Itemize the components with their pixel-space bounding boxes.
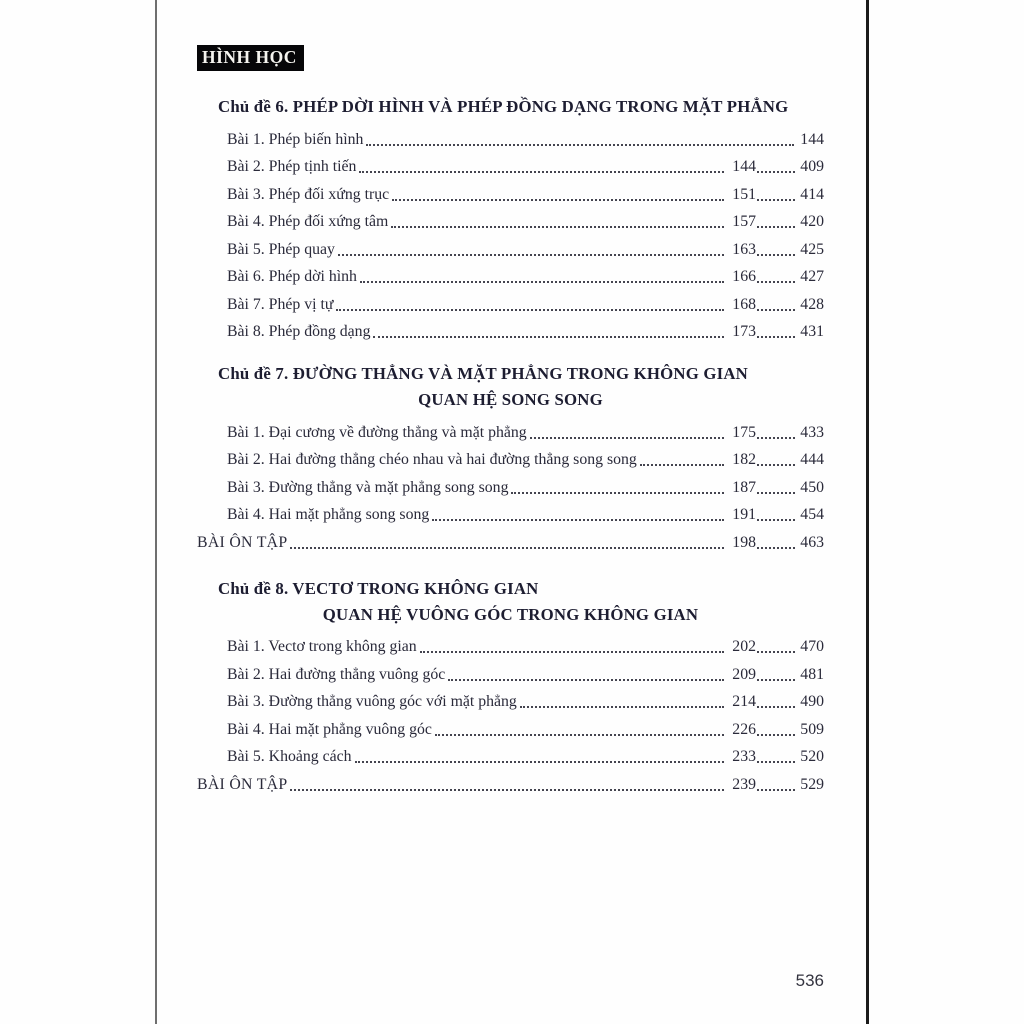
toc-entry bbox=[197, 472, 824, 500]
toc-entry-page: 144 bbox=[732, 158, 756, 175]
toc-entry bbox=[197, 687, 824, 715]
toc-entry-page2: 529 bbox=[800, 775, 824, 793]
toc-entry-label: Bài 8. Phép đồng dạng bbox=[227, 323, 371, 340]
toc-entry-page: 168 bbox=[732, 295, 756, 313]
dotted-leader bbox=[530, 437, 724, 439]
toc-entry bbox=[197, 317, 824, 345]
toc-entry-label: Bài 4. Phép đối xứng tâm bbox=[227, 213, 389, 230]
toc-entry bbox=[197, 124, 824, 152]
toc-entry-page2: 425 bbox=[800, 240, 824, 258]
toc-entry-page2: 427 bbox=[800, 268, 824, 285]
toc-entry-label: Bài 1. Phép biến hình bbox=[227, 130, 364, 148]
toc-entry-label: BÀI ÔN TẬP bbox=[197, 775, 288, 793]
dotted-leader-short bbox=[757, 492, 795, 494]
toc-entry-label: Bài 4. Hai mặt phẳng vuông góc bbox=[227, 720, 432, 738]
toc-entry-page2: 470 bbox=[800, 638, 824, 655]
toc-entry-page: 226 bbox=[732, 720, 756, 738]
toc-entry bbox=[197, 714, 824, 742]
dotted-leader bbox=[338, 254, 724, 256]
toc-entry-page: 144 bbox=[800, 130, 824, 148]
toc-entry-page: 182 bbox=[732, 451, 756, 468]
toc-entry bbox=[197, 289, 824, 317]
toc-entry-page: 151 bbox=[732, 185, 756, 203]
dotted-leader bbox=[336, 309, 724, 311]
toc-entry-page2: 433 bbox=[800, 423, 824, 441]
section-title-chu-de-8: Chủ đề 8. VECTƠ TRONG KHÔNG GIAN bbox=[218, 578, 539, 598]
toc-entry-page: 166 bbox=[732, 268, 756, 285]
dotted-leader-short bbox=[757, 226, 795, 228]
toc-entry-page: 233 bbox=[732, 748, 756, 765]
dotted-leader-short bbox=[757, 679, 795, 681]
dotted-leader bbox=[355, 761, 724, 763]
toc-entry bbox=[197, 207, 824, 235]
section-subtitle-chu-de-7: QUAN HỆ SONG SONG bbox=[418, 390, 603, 409]
toc-entry-page2: 450 bbox=[800, 478, 824, 496]
toc-entry bbox=[197, 500, 824, 528]
section-subtitle-chu-de-8: QUAN HỆ VUÔNG GÓC TRONG KHÔNG GIAN bbox=[322, 604, 699, 624]
dotted-leader bbox=[392, 199, 724, 201]
toc-entry-page2: 431 bbox=[800, 323, 824, 340]
toc-entry-page: 214 bbox=[732, 693, 756, 710]
toc-review-entry bbox=[197, 769, 824, 797]
toc-entry-label: Bài 3. Đường thẳng vuông góc với mặt phẳng bbox=[227, 693, 517, 710]
dotted-leader bbox=[373, 336, 724, 338]
toc-entry-page: 187 bbox=[732, 478, 756, 496]
toc-entry-page2: 509 bbox=[800, 720, 824, 738]
section-entries-chu-de-6 bbox=[197, 124, 824, 344]
scan-border-right bbox=[866, 0, 869, 1024]
toc-entry-page: 239 bbox=[732, 775, 756, 793]
toc-entry bbox=[197, 659, 824, 687]
toc-entry-label: BÀI ÔN TẬP bbox=[197, 533, 288, 551]
dotted-leader bbox=[448, 679, 724, 681]
dotted-leader-short bbox=[757, 706, 795, 708]
toc-entry bbox=[197, 445, 824, 473]
toc-entry-page: 173 bbox=[732, 323, 756, 340]
chapter-header-badge: HÌNH HỌC bbox=[197, 45, 304, 71]
dotted-leader bbox=[420, 651, 724, 653]
toc-entry-page2: 490 bbox=[800, 693, 824, 710]
toc-entry-label: Bài 4. Hai mặt phẳng song song bbox=[227, 506, 430, 523]
toc-entry-label: Bài 1. Đại cương về đường thẳng và mặt phẳng bbox=[227, 423, 527, 441]
toc-entry-page: 157 bbox=[732, 213, 756, 230]
toc-entry bbox=[197, 262, 824, 290]
section-entries-chu-de-7 bbox=[197, 417, 824, 555]
dotted-leader bbox=[640, 464, 724, 466]
toc-entry-page: 198 bbox=[732, 533, 756, 551]
dotted-leader-short bbox=[757, 437, 795, 439]
dotted-leader-short bbox=[757, 651, 795, 653]
toc-entry-page2: 428 bbox=[800, 295, 824, 313]
toc-entry-page2: 414 bbox=[800, 185, 824, 203]
toc-entry bbox=[197, 417, 824, 445]
toc-entry-label: Bài 5. Phép quay bbox=[227, 240, 335, 258]
toc-entry-page2: 444 bbox=[800, 451, 824, 468]
dotted-leader bbox=[432, 519, 724, 521]
toc-content bbox=[197, 0, 824, 797]
dotted-leader bbox=[290, 789, 724, 791]
toc-entry-label: Bài 1. Vectơ trong không gian bbox=[227, 638, 417, 655]
toc-entry-page2: 454 bbox=[800, 506, 824, 523]
toc-entry bbox=[197, 152, 824, 180]
dotted-leader bbox=[435, 734, 724, 736]
dotted-leader-short bbox=[757, 734, 795, 736]
toc-entry-label: Bài 2. Hai đường thẳng vuông góc bbox=[227, 665, 446, 683]
scan-border-left bbox=[155, 0, 157, 1024]
toc-entry-page: 175 bbox=[732, 423, 756, 441]
toc-entry-page: 202 bbox=[732, 638, 756, 655]
toc-entry-label: Bài 5. Khoảng cách bbox=[227, 748, 352, 765]
section-title-chu-de-6: Chủ đề 6. PHÉP DỜI HÌNH VÀ PHÉP ĐỒNG DẠNG TRONG MẶT PHẲNG bbox=[218, 97, 789, 116]
toc-entry-page2: 463 bbox=[800, 533, 824, 551]
dotted-leader-short bbox=[757, 789, 795, 791]
toc-review-entry bbox=[197, 527, 824, 555]
dotted-leader-short bbox=[757, 761, 795, 763]
toc-entry-page: 209 bbox=[732, 665, 756, 683]
toc-entry bbox=[197, 742, 824, 770]
toc-entry-page2: 409 bbox=[800, 158, 824, 175]
toc-entry bbox=[197, 234, 824, 262]
toc-entry-label: Bài 3. Phép đối xứng trục bbox=[227, 185, 390, 203]
dotted-leader-short bbox=[757, 171, 795, 173]
toc-entry-label: Bài 2. Hai đường thẳng chéo nhau và hai đường thẳng song song bbox=[227, 451, 637, 468]
dotted-leader bbox=[391, 226, 724, 228]
toc-entry-label: Bài 3. Đường thẳng và mặt phẳng song song bbox=[227, 478, 509, 496]
dotted-leader-short bbox=[757, 309, 795, 311]
toc-entry-page2: 420 bbox=[800, 213, 824, 230]
dotted-leader-short bbox=[757, 254, 795, 256]
page-number: 536 bbox=[795, 971, 824, 990]
section-entries-chu-de-8 bbox=[197, 632, 824, 797]
toc-entry-label: Bài 6. Phép dời hình bbox=[227, 268, 357, 285]
dotted-leader bbox=[359, 171, 724, 173]
dotted-leader bbox=[366, 144, 794, 146]
toc-entry-page2: 481 bbox=[800, 665, 824, 683]
dotted-leader bbox=[520, 706, 724, 708]
dotted-leader bbox=[511, 492, 724, 494]
toc-entry-label: Bài 2. Phép tịnh tiến bbox=[227, 158, 357, 175]
dotted-leader bbox=[290, 547, 724, 549]
toc-entry-page: 163 bbox=[732, 240, 756, 258]
toc-entry-label: Bài 7. Phép vị tự bbox=[227, 295, 334, 313]
toc-entry-page: 191 bbox=[732, 506, 756, 523]
dotted-leader-short bbox=[757, 281, 795, 283]
dotted-leader-short bbox=[757, 547, 795, 549]
dotted-leader-short bbox=[757, 199, 795, 201]
dotted-leader-short bbox=[757, 519, 795, 521]
toc-entry bbox=[197, 179, 824, 207]
toc-entry bbox=[197, 632, 824, 660]
dotted-leader-short bbox=[757, 464, 795, 466]
dotted-leader bbox=[360, 281, 724, 283]
toc-entry-page2: 520 bbox=[800, 748, 824, 765]
dotted-leader-short bbox=[757, 336, 795, 338]
section-title-chu-de-7: Chủ đề 7. ĐƯỜNG THẲNG VÀ MẶT PHẲNG TRONG KHÔNG GIAN bbox=[218, 364, 749, 383]
